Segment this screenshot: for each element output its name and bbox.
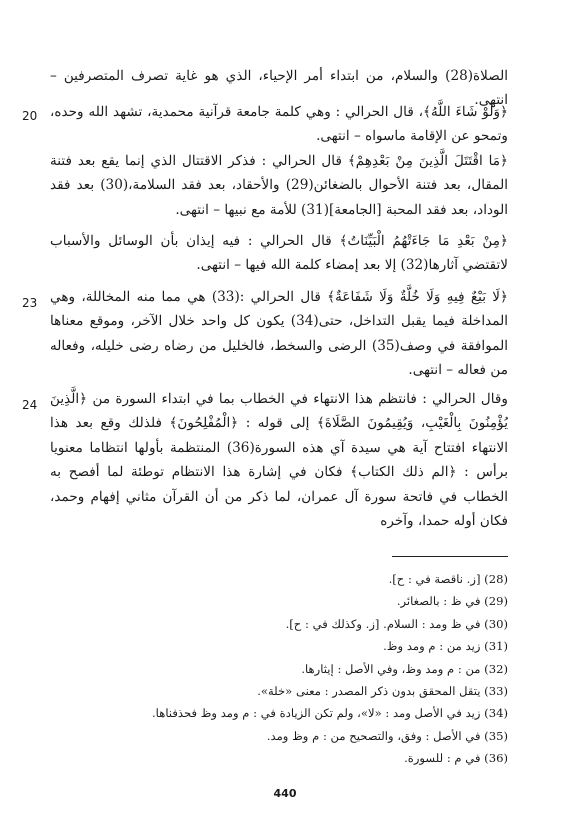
verse-number: 24	[22, 398, 38, 412]
paragraph-text: وقال الحرالي : فانتظم هذا الانتهاء في الخطاب بما في ابتداء السورة من ﴿الَّذِينَ يُؤْمِنُونَ بِالْغَيْبِ، وَيُقِيمُونَ الصَّلَاةَ﴾ إلى قوله : ﴿الْمُفْلِحُونَ﴾ فلذلك وقع بعد هذا الانتهاء افتتاح آية هي سيدة آي هذه السورة(36) المنتظمة بأولها انتظاما معنويا برأس : ﴿الم ذلك الكتاب﴾ فكان في إشارة هذا الانتظام توطئة لما أفصح به الخطاب في فاتحة سورة آل عمران، لما ذكر من أن القرآن مثاني إفهام وحمد، فكان أوله حمدا، وآخره	[50, 391, 508, 530]
footnote: (31) زيد من : م ومد وظ.	[383, 639, 508, 654]
footnotes	[150, 568, 508, 770]
verse-number: 23	[22, 296, 38, 310]
footnote: (30) في ظ ومد : السلام. [ز. وكذلك في : ح].	[285, 616, 508, 631]
paragraph-bayyinat	[50, 229, 508, 278]
paragraph-verse-20	[50, 100, 508, 149]
footnote-divider	[392, 556, 508, 557]
page-number: 440	[273, 787, 297, 800]
footnote: (33) يتقل المحقق بدون ذكر المصدر : معنى «خلة».	[257, 684, 508, 699]
footnote: (29) في ظ : بالصغائر.	[396, 594, 508, 609]
paragraph-text: ﴿مَا اقْتَتَلَ الَّذِينَ مِنْ بَعْدِهِمْ﴾ قال الحرالي : فذكر الاقتتال الذي إنما يقع بعد فتنة المقال، بعد فتنة الأحوال بالضغائن(29) والأحقاد، بعد فقد السلامة،(30) بعد فقد الوداد، بعد فقد المحبة [الجامعة](31) للأمة مع نبيها – انتهى.	[50, 153, 508, 218]
paragraph-verse-23	[50, 285, 508, 383]
paragraph-text: ﴿وَلَوْ شَاءَ اللَّهُ﴾، قال الحرالي : وهي كلمة جامعة قرآنية محمدية، تشهد الله وحده، وتمحو عن الإقامة ماسواه – انتهى.	[50, 104, 508, 145]
footnote: (32) من : م ومد وظ، وفي الأصل : إيثارها.	[301, 661, 508, 676]
paragraph-text: الصلاة(28) والسلام، من ابتداء أمر الإحياء، الذي هو غاية تصرف المتصرفين – انتهى.	[50, 68, 508, 109]
footnote: (34) زيد في الأصل ومد : «لا»، ولم تكن الزيادة في : م ومد وظ فحذفناها.	[152, 706, 508, 721]
paragraph-iqtatala	[50, 149, 508, 222]
verse-number: 20	[22, 109, 38, 123]
paragraph-verse-24	[50, 387, 508, 533]
footnote: (28) [ز. ناقصة في : ح].	[388, 572, 508, 586]
footnote: (36) في م : للسورة.	[404, 751, 508, 766]
paragraph-text: ﴿مِنْ بَعْدِ مَا جَاءَتْهُمُ الْبَيِّنَاتُ﴾ قال الحرالي : فيه إيذان بأن الوسائل والأسباب لاتقتضي آثارها(32) إلا بعد إمضاء كلمة الله فيها – انتهى.	[50, 233, 508, 274]
paragraph-text: ﴿لَا بَيْعٌ فِيهِ وَلَا خُلَّةٌ وَلَا شَفَاعَةٌ﴾ قال الحرالي :(33) هي مما منه المخاللة، وهي المداخلة فيما يقبل التداخل، حتى(34) يكون كل واحد خلال الآخر، وموقع معناها الموافقة في وصف(35) الرضى والسخط، فالخليل من رضاه رضى خليله، وفعاله من فعاله – انتهى.	[50, 289, 509, 379]
footnote: (35) في الأصل : وفق، والتصحيح من : م وظ ومد.	[266, 728, 508, 743]
